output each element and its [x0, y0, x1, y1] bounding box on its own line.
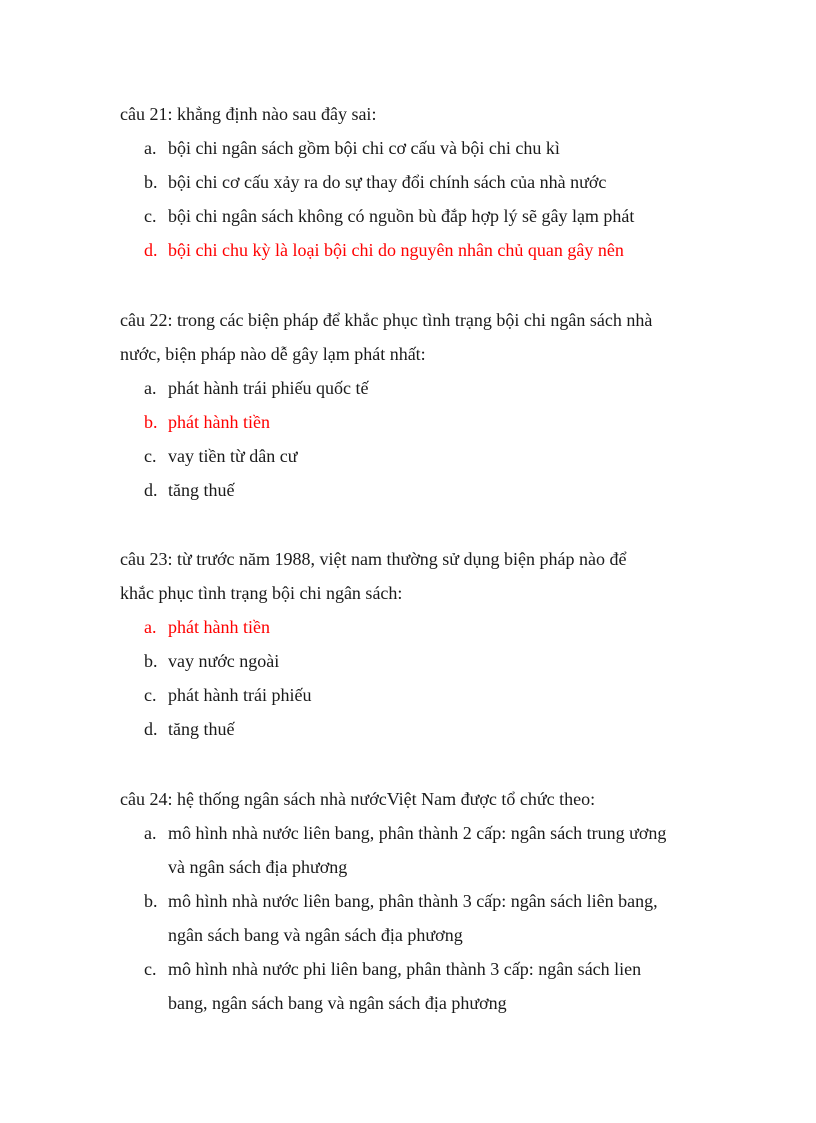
option-text: phát hành tiền [168, 617, 270, 637]
option-a [120, 371, 710, 405]
options-list [120, 131, 710, 267]
option-text: mô hình nhà nước phi liên bang, phân thành 3 cấp: ngân sách lien [168, 959, 642, 979]
question-text: câu 23: từ trước năm 1988, việt nam thường sử dụng biện pháp nào để [120, 549, 627, 569]
option-letter: b. [144, 651, 158, 671]
option-text: bang, ngân sách bang và ngân sách địa phương [168, 993, 507, 1013]
option-c [120, 439, 710, 473]
option-d [120, 712, 710, 746]
option-text: và ngân sách địa phương [168, 857, 348, 877]
options-list [120, 371, 710, 507]
option-a [120, 816, 710, 884]
option-c [120, 952, 710, 1020]
question-text: câu 22: trong các biện pháp để khắc phục tình trạng bội chi ngân sách nhà [120, 310, 653, 330]
option-text: vay nước ngoài [168, 651, 280, 671]
option-text: bội chi ngân sách gồm bội chi cơ cấu và bội chi chu kì [168, 138, 560, 158]
option-letter: c. [144, 685, 157, 705]
option-letter: a. [144, 617, 157, 637]
question-23 [120, 542, 710, 746]
option-text: mô hình nhà nước liên bang, phân thành 2 cấp: ngân sách trung ương [168, 823, 667, 843]
options-list [120, 610, 710, 746]
option-text: mô hình nhà nước liên bang, phân thành 3 cấp: ngân sách liên bang, [168, 891, 658, 911]
option-text: phát hành trái phiếu [168, 685, 312, 705]
question-text: câu 21: khẳng định nào sau đây sai: [120, 104, 377, 124]
option-b [120, 644, 710, 678]
option-letter: c. [144, 959, 157, 979]
option-letter: c. [144, 446, 157, 466]
option-text: bội chi cơ cấu xảy ra do sự thay đổi chính sách của nhà nước [168, 172, 607, 192]
option-text: phát hành tiền [168, 412, 270, 432]
option-c [120, 199, 710, 233]
question-24 [120, 782, 710, 1020]
option-a-correct-answer [120, 610, 710, 644]
option-letter: b. [144, 412, 158, 432]
question-text: nước, biện pháp nào dễ gây lạm phát nhất: [120, 344, 426, 364]
option-text: bội chi chu kỳ là loại bội chi do nguyên nhân chủ quan gây nên [168, 240, 624, 260]
option-b [120, 884, 710, 952]
option-c [120, 678, 710, 712]
option-b [120, 165, 710, 199]
option-letter: a. [144, 378, 157, 398]
option-letter: d. [144, 240, 158, 260]
options-list [120, 816, 710, 1020]
option-d-correct-answer [120, 233, 710, 267]
option-letter: a. [144, 823, 157, 843]
option-letter: d. [144, 480, 158, 500]
question-text: khắc phục tình trạng bội chi ngân sách: [120, 583, 403, 603]
option-d [120, 473, 710, 507]
option-letter: b. [144, 891, 158, 911]
option-letter: d. [144, 719, 158, 739]
option-letter: c. [144, 206, 157, 226]
question-text: câu 24: hệ thống ngân sách nhà nướcViệt Nam được tổ chức theo: [120, 789, 596, 809]
question-21 [120, 97, 710, 267]
option-text: vay tiền từ dân cư [168, 446, 298, 466]
option-letter: a. [144, 138, 157, 158]
option-text: tăng thuế [168, 480, 235, 500]
question-22 [120, 303, 710, 507]
option-b-correct-answer [120, 405, 710, 439]
option-text: ngân sách bang và ngân sách địa phương [168, 925, 463, 945]
option-text: tăng thuế [168, 719, 235, 739]
option-text: bội chi ngân sách không có nguồn bù đắp hợp lý sẽ gây lạm phát [168, 206, 635, 226]
option-letter: b. [144, 172, 158, 192]
option-a [120, 131, 710, 165]
option-text: phát hành trái phiếu quốc tế [168, 378, 369, 398]
